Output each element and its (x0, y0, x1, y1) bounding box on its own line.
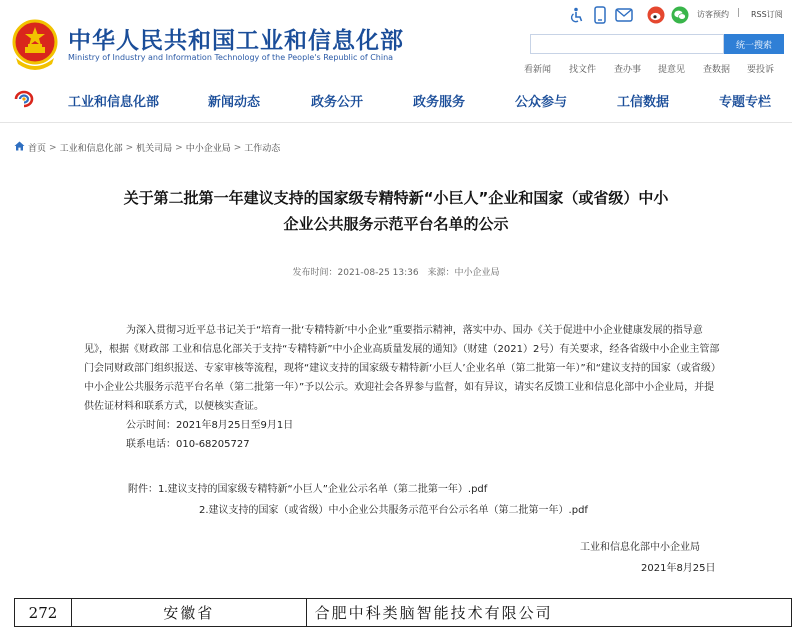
quick-link-feedback[interactable]: 提意见 (658, 65, 686, 75)
mail-icon[interactable] (614, 5, 634, 25)
article-paragraph: 为深入贯彻习近平总书记关于“培育一批‘专精特新’中小企业”重要指示精神，落实中办、国办《关于促进中小企业健康发展的指导意见》，根据《财政部 工业和信息化部关于支持“专精特新”中小企业高质量发展的通知》（财建（2021）2号）有关要求，经各省级中小企业主管部门会同财政部门组织报送、专家审核等流程，现将“建议支持的国家级专精特新‘小巨人’企业名单（第二批第一年）”和“建议支持的国家（或省级）中小企业公共服务示范平台名单（第二批第一年）”予以公示。欢迎社会各界参与监督，如有异议，请实名反馈工业和信息化部中小企业局，并提供佐证材料和联系方式，以便核实查证。 (84, 325, 721, 412)
breadcrumb-miit[interactable]: 工业和信息化部 (59, 144, 123, 154)
breadcrumb-work-updates[interactable]: 工作动态 (244, 144, 281, 154)
nav-item-gov-affairs[interactable]: 政务公开 (311, 95, 364, 110)
quick-link-services[interactable]: 查办事 (614, 65, 642, 75)
article-body (84, 321, 724, 454)
breadcrumb-separator: > (233, 142, 242, 153)
row-number: 272 (15, 599, 72, 627)
row-company: 合肥中科类脑智能技术有限公司 (306, 599, 791, 627)
article-meta (0, 265, 792, 278)
breadcrumb (14, 141, 280, 154)
wechat-icon[interactable] (670, 5, 690, 25)
search-input[interactable] (530, 34, 724, 54)
table-row (15, 599, 792, 627)
nav-item-news[interactable]: 新闻动态 (208, 95, 261, 110)
breadcrumb-home[interactable]: 首页 (28, 144, 47, 154)
contact-phone: 联系电话：010-68205727 (126, 439, 250, 450)
article-title-line-1: 关于第二批第一年建议支持的国家级专精特新“小巨人”企业和国家（或省级）中小 (123, 189, 669, 207)
breadcrumb-departments[interactable]: 机关司局 (136, 144, 173, 154)
nav-item-data[interactable]: 工信数据 (617, 95, 670, 110)
attachment-link-1[interactable]: 附件：1.建议支持的国家级专精特新“小巨人”企业公示名单（第二批第一年）.pdf (128, 484, 488, 495)
breadcrumb-separator: > (175, 142, 183, 153)
breadcrumb-separator: > (125, 142, 134, 153)
breadcrumb-separator: > (49, 142, 57, 153)
nav-item-miit[interactable]: 工业和信息化部 (68, 95, 160, 110)
home-icon[interactable] (14, 141, 25, 154)
national-emblem-logo[interactable] (12, 18, 58, 72)
quick-link-data[interactable]: 查数据 (703, 65, 731, 75)
notice-period: 公示时间：2021年8月25日至9月1日 (126, 420, 294, 431)
site-title: 中华人民共和国工业和信息化部 (68, 28, 404, 54)
miit-logo-icon[interactable] (13, 90, 35, 108)
search-button[interactable]: 统一搜索 (724, 34, 784, 54)
rss-link[interactable]: RSS订阅 (751, 10, 783, 19)
attachment-link-2[interactable]: 2.建议支持的国家（或省级）中小企业公共服务示范平台公示名单（第二批第一年）.pdf (199, 505, 588, 516)
row-province: 安徽省 (71, 599, 306, 627)
nav-item-topics[interactable]: 专题专栏 (719, 95, 772, 110)
quick-link-complaint[interactable]: 要投诉 (747, 65, 775, 75)
signature-organization: 工业和信息化部中小企业局 (580, 542, 700, 553)
utility-separator: | (737, 8, 741, 18)
nav-item-public-participation[interactable]: 公众参与 (515, 95, 568, 110)
quick-link-files[interactable]: 找文件 (569, 65, 597, 75)
accessibility-icon[interactable] (566, 5, 586, 25)
signature-date: 2021年8月25日 (641, 563, 716, 574)
quick-link-news[interactable]: 看新闻 (524, 65, 552, 75)
nav-divider (0, 122, 792, 123)
nav-item-gov-services[interactable]: 政务服务 (413, 95, 466, 110)
company-table (14, 598, 792, 627)
publish-time: 发布时间：2021-08-25 13:36 (292, 268, 419, 278)
article-title (60, 185, 732, 237)
mobile-icon[interactable] (590, 5, 610, 25)
breadcrumb-sme-bureau[interactable]: 中小企业局 (185, 144, 231, 154)
weibo-icon[interactable] (646, 5, 666, 25)
article-source: 来源：中小企业局 (427, 268, 500, 278)
article-title-line-2: 企业公共服务示范平台名单的公示 (283, 215, 509, 233)
site-subtitle: Ministry of Industry and Information Technology of the People's Republic of China (68, 53, 394, 62)
visitor-reservation-link[interactable]: 访客预约 (697, 10, 729, 19)
